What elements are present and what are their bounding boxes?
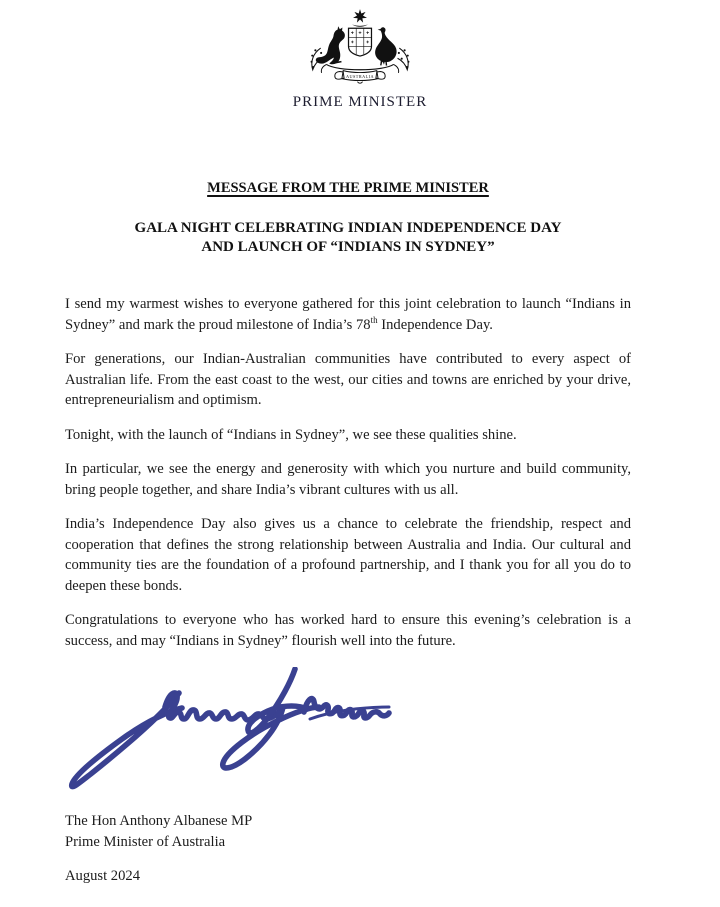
paragraphs — [65, 294, 631, 651]
office-title: PRIME MINISTER — [292, 94, 428, 110]
letter-date: August 2024 — [65, 868, 140, 884]
signature-block — [65, 667, 631, 795]
emu-icon — [375, 27, 396, 64]
letterhead — [0, 8, 720, 111]
subtitle-line-2: AND LAUNCH OF “INDIANS IN SYDNEY” — [201, 238, 495, 255]
paragraph-3: Tonight, with the launch of “Indians in Sydney”, we see these qualities shine. — [65, 426, 517, 443]
signoff — [65, 811, 631, 852]
ordinal-superscript: th — [370, 314, 378, 325]
australian-coat-of-arms-icon — [307, 8, 413, 90]
signatory-name: The Hon Anthony Albanese MP — [65, 813, 253, 829]
paragraph-1-text: I send my warmest wishes to everyone gathered for this joint celebration to launch “Indians in Sydney” and mark the proud milestone of India’s 78 — [65, 296, 631, 333]
kangaroo-icon — [316, 26, 345, 64]
handwritten-signature — [67, 667, 397, 793]
paragraph-5: India’s Independence Day also gives us a chance to celebrate the friendship, respect and cooperation that defines the strong relationship between Australia and India. Our cultural and community ties are the foundation of a profound partnership, and I thank you for all you do to deepen these bonds. — [65, 516, 631, 594]
subtitle-line-1: GALA NIGHT CELEBRATING INDIAN INDEPENDENCE DAY — [134, 220, 562, 236]
signatory-title: Prime Minister of Australia — [65, 833, 226, 850]
letter-title: MESSAGE FROM THE PRIME MINISTER — [207, 180, 489, 196]
australia-scroll-icon — [335, 71, 385, 81]
commonwealth-star-icon — [353, 9, 367, 23]
paragraph-6: Congratulations to everyone who has worked hard to ensure this evening’s celebration is a success, and may “Indians in Sydney” flourish well into the future. — [65, 612, 631, 649]
scroll-text: AUSTRALIA — [346, 73, 374, 79]
paragraph-1-end: Independence Day. — [377, 316, 493, 333]
letter-body — [65, 180, 631, 887]
paragraph-4: In particular, we see the energy and generosity with which you nurture and build community, bring people together, and share India’s vibrant cultures with us all. — [65, 461, 631, 498]
paragraph-1 — [65, 294, 631, 335]
letter-subtitle — [65, 219, 631, 256]
paragraph-2: For generations, our Indian-Australian communities have contributed to every aspect of Australian life. From the east coast to the west, our cities and towns are enriched by your drive, entrepreneurialism and optimism. — [65, 351, 631, 408]
